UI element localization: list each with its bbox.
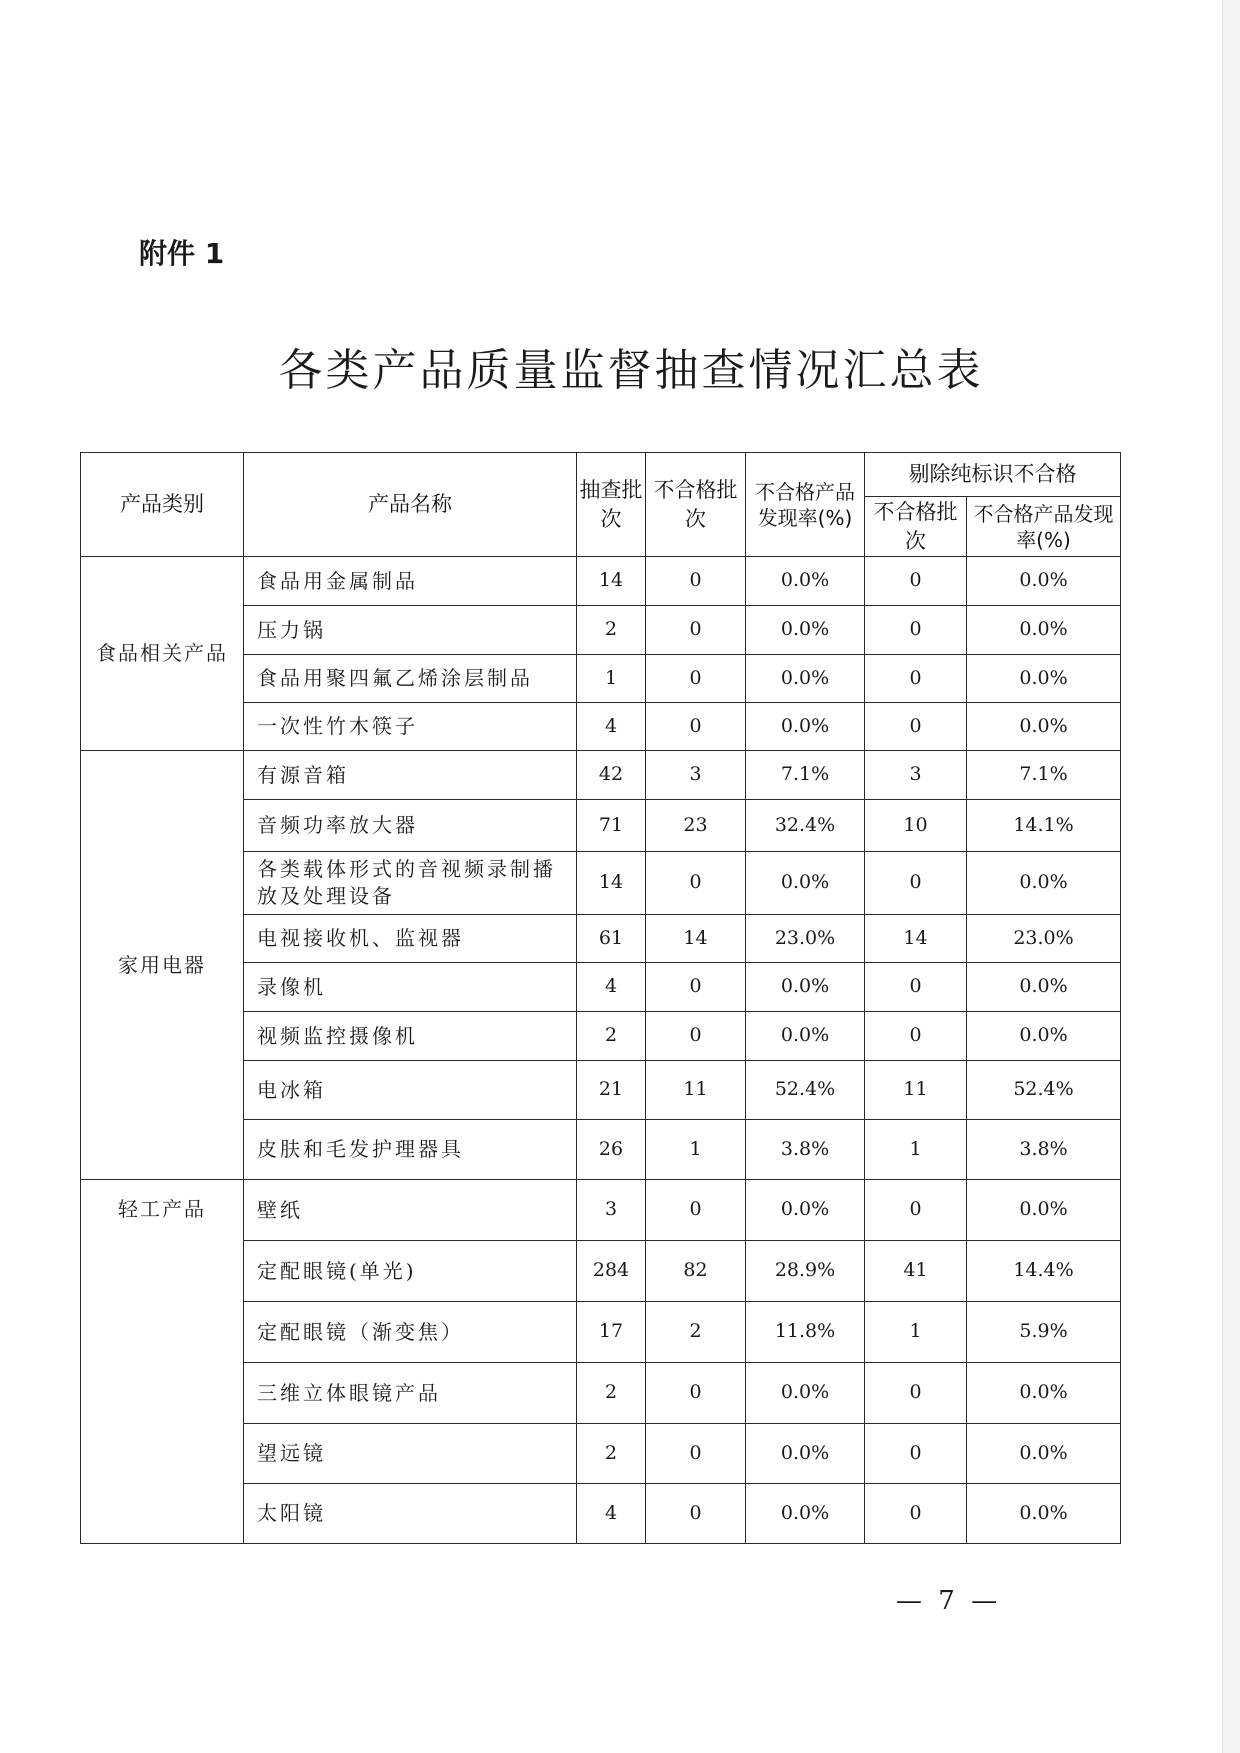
header-sampled-batches (577, 453, 646, 557)
product-name-cell: 一次性竹木筷子 (244, 703, 577, 751)
product-name-cell: 视频监控摄像机 (244, 1012, 577, 1061)
sampled-cell: 21 (577, 1061, 646, 1120)
excl-failed-cell: 0 (865, 557, 967, 606)
product-name-cell: 食品用聚四氟乙烯涂层制品 (244, 655, 577, 703)
excl-rate-cell: 0.0% (967, 703, 1121, 751)
excl-failed-cell: 1 (865, 1302, 967, 1363)
excl-rate-cell: 0.0% (967, 1363, 1121, 1424)
category-cell: 家用电器 (81, 751, 244, 1180)
excl-failed-cell: 0 (865, 963, 967, 1012)
excl-rate-cell: 0.0% (967, 606, 1121, 655)
rate-cell: 0.0% (746, 852, 865, 915)
product-name-cell: 定配眼镜（渐变焦） (244, 1302, 577, 1363)
excl-failed-cell: 0 (865, 1424, 967, 1484)
header-failed-text: 不合格批次 (653, 478, 738, 531)
rate-cell: 28.9% (746, 1241, 865, 1302)
rate-cell: 52.4% (746, 1061, 865, 1120)
header-fail-rate (746, 453, 865, 557)
failed-cell: 0 (646, 606, 746, 655)
header-excl-failed-batches (865, 497, 967, 557)
excl-failed-cell: 0 (865, 606, 967, 655)
rate-cell: 32.4% (746, 800, 865, 852)
product-name-cell: 音频功率放大器 (244, 800, 577, 852)
failed-cell: 14 (646, 915, 746, 963)
product-name-cell: 三维立体眼镜产品 (244, 1363, 577, 1424)
excl-rate-cell: 23.0% (967, 915, 1121, 963)
excl-rate-cell: 0.0% (967, 557, 1121, 606)
failed-cell: 0 (646, 703, 746, 751)
excl-failed-cell: 1 (865, 1120, 967, 1180)
excl-failed-cell: 11 (865, 1061, 967, 1120)
rate-cell: 0.0% (746, 1180, 865, 1241)
table-row (81, 557, 1121, 606)
rate-cell: 0.0% (746, 1363, 865, 1424)
excl-rate-cell: 0.0% (967, 852, 1121, 915)
page-number: — 7 — (896, 1586, 1002, 1616)
excl-failed-cell: 3 (865, 751, 967, 800)
failed-cell: 2 (646, 1302, 746, 1363)
table-header (81, 453, 1121, 557)
excl-rate-cell: 0.0% (967, 1180, 1121, 1241)
category-cell: 轻工产品 (81, 1180, 244, 1544)
product-name-cell: 电视接收机、监视器 (244, 915, 577, 963)
excl-rate-cell: 52.4% (967, 1061, 1121, 1120)
product-name-cell: 压力锅 (244, 606, 577, 655)
rate-cell: 11.8% (746, 1302, 865, 1363)
failed-cell: 0 (646, 963, 746, 1012)
failed-cell: 11 (646, 1061, 746, 1120)
product-name-cell: 有源音箱 (244, 751, 577, 800)
category-cell: 食品相关产品 (81, 557, 244, 751)
excl-rate-cell: 0.0% (967, 655, 1121, 703)
rate-cell: 3.8% (746, 1120, 865, 1180)
sampled-cell: 61 (577, 915, 646, 963)
header-sampled-text: 抽查批次 (579, 478, 643, 531)
excl-failed-cell: 0 (865, 655, 967, 703)
failed-cell: 0 (646, 1363, 746, 1424)
excl-failed-cell: 0 (865, 1484, 967, 1544)
header-product-name: 产品名称 (244, 453, 577, 557)
excl-rate-cell: 0.0% (967, 1484, 1121, 1544)
table-row (81, 1180, 1121, 1241)
failed-cell: 0 (646, 1180, 746, 1241)
sampled-cell: 2 (577, 1424, 646, 1484)
excl-rate-cell: 3.8% (967, 1120, 1121, 1180)
sampled-cell: 42 (577, 751, 646, 800)
product-name-cell: 录像机 (244, 963, 577, 1012)
excl-failed-cell: 0 (865, 1012, 967, 1061)
excl-rate-cell: 7.1% (967, 751, 1121, 800)
failed-cell: 3 (646, 751, 746, 800)
sampled-cell: 4 (577, 703, 646, 751)
header-excl-fail-rate (967, 497, 1121, 557)
header-category: 产品类别 (81, 453, 244, 557)
summary-table (80, 452, 1121, 1544)
excl-failed-cell: 0 (865, 852, 967, 915)
excl-failed-cell: 0 (865, 703, 967, 751)
excl-failed-cell: 0 (865, 1180, 967, 1241)
product-name-cell: 望远镜 (244, 1424, 577, 1484)
failed-cell: 0 (646, 852, 746, 915)
excl-failed-cell: 10 (865, 800, 967, 852)
attachment-label: 附件 1 (139, 237, 225, 270)
failed-cell: 0 (646, 1424, 746, 1484)
failed-cell: 0 (646, 1012, 746, 1061)
excl-failed-cell: 14 (865, 915, 967, 963)
failed-cell: 0 (646, 1484, 746, 1544)
sampled-cell: 71 (577, 800, 646, 852)
sampled-cell: 14 (577, 852, 646, 915)
failed-cell: 23 (646, 800, 746, 852)
product-name-cell: 皮肤和毛发护理器具 (244, 1120, 577, 1180)
page-edge (1222, 0, 1240, 1753)
excl-rate-cell: 0.0% (967, 1424, 1121, 1484)
failed-cell: 0 (646, 655, 746, 703)
sampled-cell: 14 (577, 557, 646, 606)
excl-rate-cell: 0.0% (967, 963, 1121, 1012)
excl-failed-cell: 41 (865, 1241, 967, 1302)
sampled-cell: 17 (577, 1302, 646, 1363)
rate-cell: 0.0% (746, 703, 865, 751)
sampled-cell: 3 (577, 1180, 646, 1241)
product-name-cell: 壁纸 (244, 1180, 577, 1241)
excl-rate-cell: 0.0% (967, 1012, 1121, 1061)
rate-cell: 0.0% (746, 557, 865, 606)
sampled-cell: 4 (577, 1484, 646, 1544)
page-title: 各类产品质量监督抽查情况汇总表 (278, 345, 984, 396)
header-excluding-labeling: 剔除纯标识不合格 (865, 453, 1121, 497)
header-failed-batches (646, 453, 746, 557)
header-excl-failed-text: 不合格批次 (873, 500, 958, 553)
sampled-cell: 2 (577, 1012, 646, 1061)
sampled-cell: 4 (577, 963, 646, 1012)
rate-cell: 0.0% (746, 606, 865, 655)
sampled-cell: 26 (577, 1120, 646, 1180)
table-body (81, 557, 1121, 1544)
excl-rate-cell: 14.1% (967, 800, 1121, 852)
failed-cell: 82 (646, 1241, 746, 1302)
product-name-cell: 各类载体形式的音视频录制播放及处理设备 (244, 852, 577, 915)
rate-cell: 0.0% (746, 1012, 865, 1061)
sampled-cell: 1 (577, 655, 646, 703)
product-name-cell: 电冰箱 (244, 1061, 577, 1120)
rate-cell: 0.0% (746, 1424, 865, 1484)
product-name-cell: 太阳镜 (244, 1484, 577, 1544)
sampled-cell: 284 (577, 1241, 646, 1302)
failed-cell: 1 (646, 1120, 746, 1180)
sampled-cell: 2 (577, 1363, 646, 1424)
excl-failed-cell: 0 (865, 1363, 967, 1424)
rate-cell: 0.0% (746, 1484, 865, 1544)
excl-rate-cell: 14.4% (967, 1241, 1121, 1302)
product-name-cell: 食品用金属制品 (244, 557, 577, 606)
table-row (81, 751, 1121, 800)
rate-cell: 0.0% (746, 963, 865, 1012)
rate-cell: 7.1% (746, 751, 865, 800)
sampled-cell: 2 (577, 606, 646, 655)
rate-cell: 0.0% (746, 655, 865, 703)
failed-cell: 0 (646, 557, 746, 606)
header-excl-fail-rate-text: 不合格产品发现率(%) (973, 501, 1114, 552)
product-name-cell: 定配眼镜(单光) (244, 1241, 577, 1302)
header-fail-rate-text: 不合格产品发现率(%) (755, 479, 855, 530)
excl-rate-cell: 5.9% (967, 1302, 1121, 1363)
rate-cell: 23.0% (746, 915, 865, 963)
